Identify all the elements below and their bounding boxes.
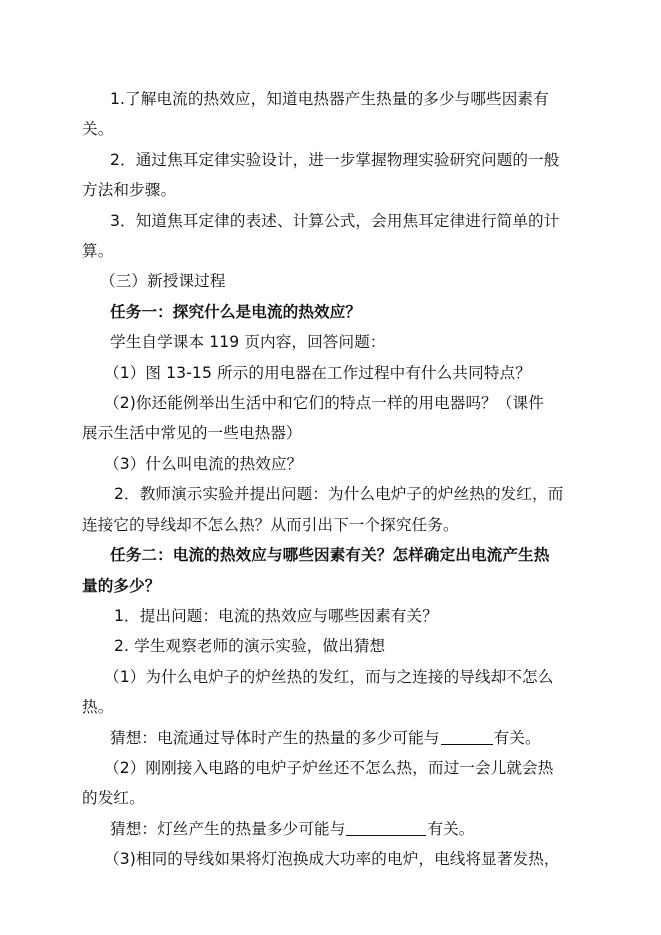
task1-question-2-line-1: （2)你还能例举出生活中和它们的特点一样的用电器吗？（课件 [104,394,544,413]
task2-question-1-line-1: （1）为什么电炉子的炉丝热的发红，而与之连接的导线却不怎么 [104,667,554,686]
task2-guess-2 [110,814,585,844]
task2-question-1-line-2: 热。 [82,698,114,717]
task2-question-3-line-1: （3)相同的导线如果将灯泡换成大功率的电炉，电线将显著发热， [104,850,560,869]
guess-2-prefix: 猜想：灯丝产生的热量多少可能与 [110,819,346,838]
task1-question-3: （3）什么叫电流的热效应？ [104,454,303,473]
objective-2-line-1: 2．通过焦耳定律实验设计，进一步掌握物理实验研究问题的一般 [110,150,560,169]
task2-title-line-2: 量的多少？ [82,576,161,595]
task2-guess-1 [110,723,585,753]
task1-question-2-line-2: 展示生活中常见的一些电热器） [82,424,302,443]
task2-step-2: 2. 学生观察老师的演示实验，做出猜想 [114,637,386,656]
guess-1-blank[interactable] [441,728,493,745]
objective-2-line-2: 方法和步骤。 [82,181,177,200]
section-heading: （三）新授课过程 [100,272,226,291]
objective-1-line-2: 关。 [82,120,114,139]
task2-title-line-1: 任务二：电流的热效应与哪些因素有关？怎样确定出电流产生热 [110,546,550,565]
task1-title: 任务一：探究什么是电流的热效应？ [110,302,362,321]
guess-2-blank[interactable] [346,819,426,836]
task1-step-2-line-1: 2．教师演示实验并提出问题：为什么电炉子的炉丝热的发红，而 [114,485,564,504]
task1-step-2-line-2: 连接它的导线却不怎么热？从而引出下一个探究任务。 [82,515,459,534]
guess-1-suffix: 有关。 [493,728,541,747]
objective-3-line-1: 3．知道焦耳定律的表述、计算公式，会用焦耳定律进行简单的计 [110,211,560,230]
task2-question-2-line-2: 的发红。 [82,789,145,808]
objective-3-line-2: 算。 [82,242,114,261]
task1-question-1: （1）图 13-15 所示的用电器在工作过程中有什么共同特点？ [104,363,531,382]
task2-question-2-line-1: （2）刚刚接入电路的电炉子炉丝还不怎么热，而过一会儿就会热 [104,758,554,777]
objective-1-line-1: 1.了解电流的热效应，知道电热器产生热量的多少与哪些因素有 [110,90,549,108]
guess-2-suffix: 有关。 [427,819,475,838]
task1-intro: 学生自学课本 119 页内容，回答问题： [110,333,386,352]
guess-1-prefix: 猜想：电流通过导体时产生的热量的多少可能与 [110,728,440,747]
task2-step-1: 1．提出问题：电流的热效应与哪些因素有关？ [114,606,438,625]
